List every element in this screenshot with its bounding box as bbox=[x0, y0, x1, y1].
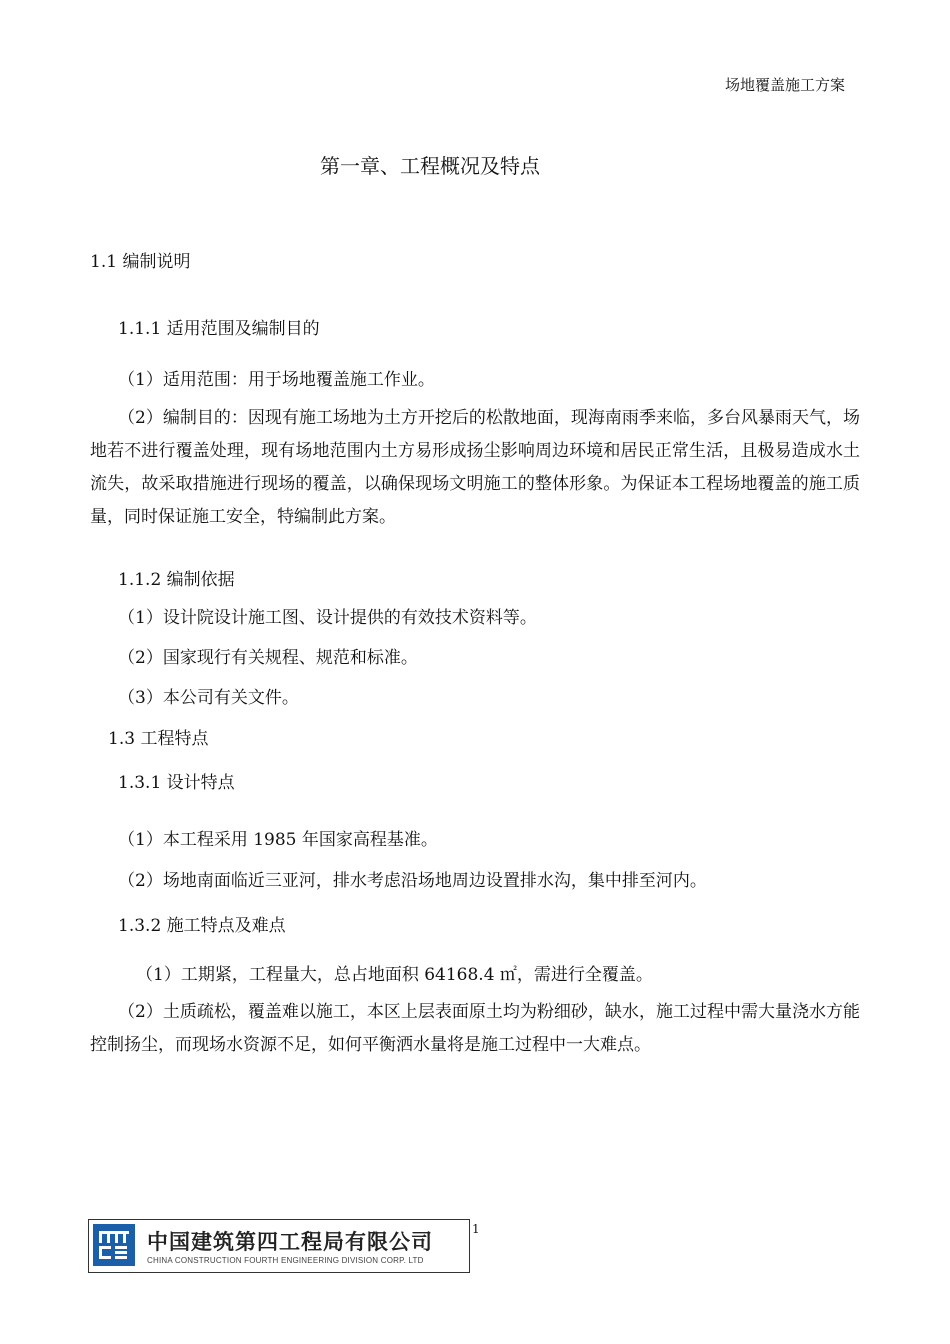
section-1-1-2-heading: 1.1.2 编制依据 bbox=[118, 570, 235, 590]
section-1-3-1-heading: 1.3.1 设计特点 bbox=[118, 773, 235, 793]
header-title: 场地覆盖施工方案 bbox=[724, 76, 845, 94]
basis-item-2: （2）国家现行有关规程、规范和标准。 bbox=[118, 648, 418, 668]
section-1-1-heading: 1.1 编制说明 bbox=[90, 252, 191, 272]
design-item-1: （1）本工程采用 1985 年国家高程基准。 bbox=[118, 830, 438, 850]
section-1-3-2-heading: 1.3.2 施工特点及难点 bbox=[118, 916, 286, 936]
page-number: 1 bbox=[472, 1222, 480, 1236]
difficulty-item-1: （1）工期紧，工程量大，总占地面积 64168.4 ㎡，需进行全覆盖。 bbox=[136, 965, 653, 985]
purpose-paragraph: （2）编制目的：因现有施工场地为土方开挖后的松散地面，现海南雨季来临，多台风暴雨天气，场地若不进行覆盖处理，现有场地范围内土方易形成扬尘影响周边环境和居民正常生活，且极易造成水土流失，故采取措施进行现场的覆盖，以确保现场文明施工的整体形象。为保证本工程场地覆盖的施工质量，同时保证施工安全，特编制此方案。 bbox=[90, 408, 860, 527]
company-footer bbox=[88, 1219, 470, 1273]
basis-item-1: （1）设计院设计施工图、设计提供的有效技术资料等。 bbox=[118, 608, 537, 628]
section-1-3-heading: 1.3 工程特点 bbox=[108, 729, 209, 749]
basis-item-3: （3）本公司有关文件。 bbox=[118, 688, 299, 708]
company-name-en: CHINA CONSTRUCTION FOURTH ENGINEERING DIVISION CORP. LTD bbox=[147, 1256, 424, 1265]
difficulty-item-2: （2）土质疏松，覆盖难以施工，本区上层表面原土均为粉细砂，缺水，施工过程中需大量浇水方能控制扬尘，而现场水资源不足，如何平衡洒水量将是施工过程中一大难点。 bbox=[90, 1002, 860, 1055]
cscec-logo-icon bbox=[93, 1224, 135, 1266]
section-1-1-1-heading: 1.1.1 适用范围及编制目的 bbox=[118, 319, 320, 339]
company-name-cn: 中国建筑第四工程局有限公司 bbox=[147, 1230, 433, 1254]
scope-paragraph: （1）适用范围：用于场地覆盖施工作业。 bbox=[118, 370, 435, 390]
chapter-title: 第一章、工程概况及特点 bbox=[320, 154, 540, 178]
design-item-2: （2）场地南面临近三亚河，排水考虑沿场地周边设置排水沟，集中排至河内。 bbox=[118, 871, 707, 891]
